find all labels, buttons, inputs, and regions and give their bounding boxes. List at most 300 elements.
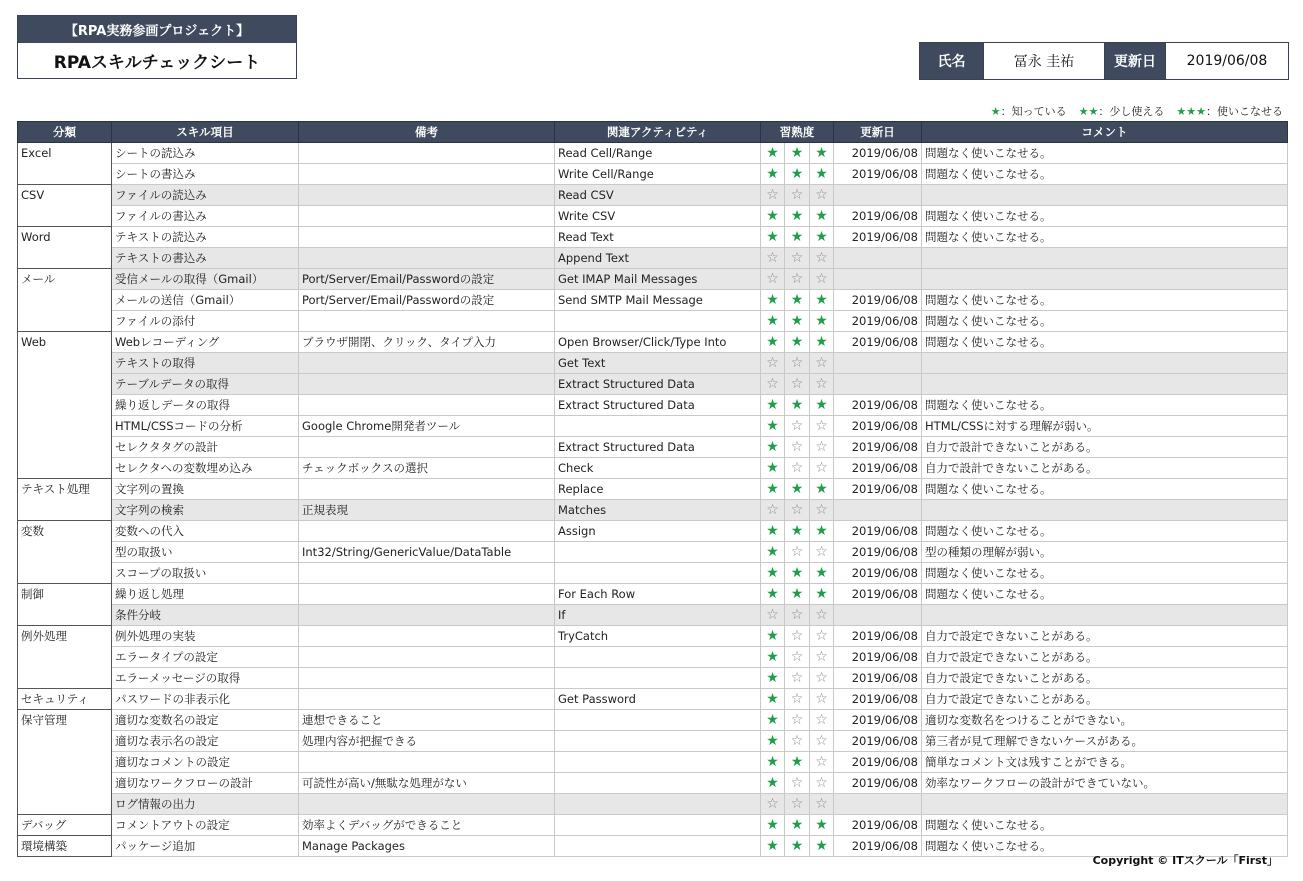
table-row bbox=[18, 290, 1288, 311]
comment-cell: 問題なく使いこなせる。 bbox=[922, 836, 1288, 857]
star-filled-icon: ★ bbox=[810, 290, 834, 311]
activity-cell: Get Password bbox=[555, 689, 761, 710]
comment-cell: 問題なく使いこなせる。 bbox=[922, 290, 1288, 311]
star-filled-icon: ★ bbox=[810, 815, 834, 836]
note-cell: Port/Server/Email/Passwordの設定 bbox=[299, 290, 555, 311]
star-empty-icon: ☆ bbox=[761, 500, 785, 521]
date-cell: 2019/06/08 bbox=[834, 395, 922, 416]
date-cell bbox=[834, 794, 922, 815]
star-filled-icon: ★ bbox=[761, 542, 785, 563]
star-empty-icon: ☆ bbox=[810, 416, 834, 437]
activity-cell: For Each Row bbox=[555, 584, 761, 605]
star-empty-icon: ☆ bbox=[785, 437, 810, 458]
star-empty-icon: ☆ bbox=[810, 458, 834, 479]
star-filled-icon: ★ bbox=[761, 332, 785, 353]
star-filled-icon: ★ bbox=[761, 164, 785, 185]
comment-cell: 問題なく使いこなせる。 bbox=[922, 332, 1288, 353]
star-empty-icon: ☆ bbox=[810, 185, 834, 206]
date-cell: 2019/06/08 bbox=[834, 752, 922, 773]
skill-cell: 例外処理の実装 bbox=[112, 626, 299, 647]
comment-cell bbox=[922, 374, 1288, 395]
table-row bbox=[18, 206, 1288, 227]
star-filled-icon: ★ bbox=[761, 416, 785, 437]
date-cell: 2019/06/08 bbox=[834, 332, 922, 353]
star-empty-icon: ☆ bbox=[785, 185, 810, 206]
date-cell: 2019/06/08 bbox=[834, 479, 922, 500]
legend-text: ：知っている bbox=[1000, 105, 1067, 118]
note-cell bbox=[299, 752, 555, 773]
comment-cell bbox=[922, 500, 1288, 521]
star-filled-icon: ★ bbox=[761, 647, 785, 668]
star-empty-icon: ☆ bbox=[810, 668, 834, 689]
comment-cell: 問題なく使いこなせる。 bbox=[922, 143, 1288, 164]
date-cell bbox=[834, 353, 922, 374]
star-empty-icon: ☆ bbox=[810, 626, 834, 647]
star-filled-icon: ★ bbox=[761, 521, 785, 542]
activity-cell: Open Browser/Click/Type Into bbox=[555, 332, 761, 353]
comment-cell: 問題なく使いこなせる。 bbox=[922, 227, 1288, 248]
date-cell: 2019/06/08 bbox=[834, 290, 922, 311]
date-cell: 2019/06/08 bbox=[834, 143, 922, 164]
col-header-comment: コメント bbox=[922, 122, 1288, 143]
comment-cell: 問題なく使いこなせる。 bbox=[922, 164, 1288, 185]
activity-cell bbox=[555, 710, 761, 731]
name-date-box bbox=[919, 42, 1289, 80]
table-row bbox=[18, 248, 1288, 269]
star-filled-icon: ★ bbox=[810, 584, 834, 605]
legend-stars: ★ bbox=[990, 105, 1001, 118]
activity-cell bbox=[555, 647, 761, 668]
star-filled-icon: ★ bbox=[785, 290, 810, 311]
comment-cell: 効率なワークフローの設計ができていない。 bbox=[922, 773, 1288, 794]
category-cell: 制御 bbox=[18, 584, 112, 626]
note-cell: 正規表現 bbox=[299, 500, 555, 521]
activity-cell: Matches bbox=[555, 500, 761, 521]
activity-cell: Extract Structured Data bbox=[555, 374, 761, 395]
star-filled-icon: ★ bbox=[810, 836, 834, 857]
star-filled-icon: ★ bbox=[785, 311, 810, 332]
table-row bbox=[18, 815, 1288, 836]
legend-item bbox=[1079, 103, 1165, 119]
activity-cell: Write CSV bbox=[555, 206, 761, 227]
star-empty-icon: ☆ bbox=[810, 605, 834, 626]
activity-cell: Replace bbox=[555, 479, 761, 500]
skill-cell: パッケージ追加 bbox=[112, 836, 299, 857]
comment-cell: 問題なく使いこなせる。 bbox=[922, 584, 1288, 605]
note-cell bbox=[299, 164, 555, 185]
star-filled-icon: ★ bbox=[761, 752, 785, 773]
star-filled-icon: ★ bbox=[761, 689, 785, 710]
star-empty-icon: ☆ bbox=[810, 353, 834, 374]
note-cell bbox=[299, 479, 555, 500]
star-filled-icon: ★ bbox=[785, 227, 810, 248]
table-row bbox=[18, 752, 1288, 773]
star-filled-icon: ★ bbox=[761, 458, 785, 479]
star-filled-icon: ★ bbox=[761, 731, 785, 752]
table-row bbox=[18, 311, 1288, 332]
comment-cell: 自力で設定できないことがある。 bbox=[922, 668, 1288, 689]
date-cell: 2019/06/08 bbox=[834, 206, 922, 227]
skill-cell: ファイルの添付 bbox=[112, 311, 299, 332]
star-empty-icon: ☆ bbox=[785, 374, 810, 395]
skill-cell: テキストの書込み bbox=[112, 248, 299, 269]
star-empty-icon: ☆ bbox=[785, 248, 810, 269]
date-cell: 2019/06/08 bbox=[834, 836, 922, 857]
skill-cell: HTML/CSSコードの分析 bbox=[112, 416, 299, 437]
skill-cell: メールの送信（Gmail） bbox=[112, 290, 299, 311]
star-filled-icon: ★ bbox=[785, 752, 810, 773]
date-cell: 2019/06/08 bbox=[834, 416, 922, 437]
star-empty-icon: ☆ bbox=[810, 689, 834, 710]
comment-cell: 自力で設定できないことがある。 bbox=[922, 689, 1288, 710]
star-filled-icon: ★ bbox=[761, 206, 785, 227]
note-cell bbox=[299, 374, 555, 395]
table-row bbox=[18, 185, 1288, 206]
col-header-activity: 関連アクティビティ bbox=[555, 122, 761, 143]
star-filled-icon: ★ bbox=[810, 395, 834, 416]
comment-cell: HTML/CSSに対する理解が弱い。 bbox=[922, 416, 1288, 437]
activity-cell bbox=[555, 773, 761, 794]
table-row bbox=[18, 458, 1288, 479]
date-cell: 2019/06/08 bbox=[834, 164, 922, 185]
date-cell: 2019/06/08 bbox=[834, 563, 922, 584]
skill-cell: 条件分岐 bbox=[112, 605, 299, 626]
date-cell: 2019/06/08 bbox=[834, 542, 922, 563]
skill-cell: Webレコーディング bbox=[112, 332, 299, 353]
table-row bbox=[18, 710, 1288, 731]
date-cell: 2019/06/08 bbox=[834, 689, 922, 710]
skill-cell: 型の取扱い bbox=[112, 542, 299, 563]
date-cell bbox=[834, 374, 922, 395]
table-row bbox=[18, 584, 1288, 605]
comment-cell: 問題なく使いこなせる。 bbox=[922, 521, 1288, 542]
category-cell: テキスト処理 bbox=[18, 479, 112, 521]
star-filled-icon: ★ bbox=[761, 563, 785, 584]
table-row bbox=[18, 668, 1288, 689]
star-empty-icon: ☆ bbox=[810, 794, 834, 815]
table-row bbox=[18, 647, 1288, 668]
skill-cell: ファイルの読込み bbox=[112, 185, 299, 206]
star-filled-icon: ★ bbox=[785, 395, 810, 416]
date-cell bbox=[834, 269, 922, 290]
date-cell: 2019/06/08 bbox=[834, 311, 922, 332]
legend-stars: ★★★ bbox=[1176, 105, 1206, 118]
date-cell: 2019/06/08 bbox=[834, 458, 922, 479]
star-empty-icon: ☆ bbox=[761, 269, 785, 290]
note-cell bbox=[299, 626, 555, 647]
star-filled-icon: ★ bbox=[785, 521, 810, 542]
table-row bbox=[18, 521, 1288, 542]
star-filled-icon: ★ bbox=[785, 815, 810, 836]
activity-cell: Get IMAP Mail Messages bbox=[555, 269, 761, 290]
skill-cell: テキストの読込み bbox=[112, 227, 299, 248]
star-empty-icon: ☆ bbox=[761, 605, 785, 626]
sheet-title: RPAスキルチェックシート bbox=[53, 53, 261, 73]
activity-cell: Read CSV bbox=[555, 185, 761, 206]
note-cell bbox=[299, 647, 555, 668]
table-row bbox=[18, 689, 1288, 710]
comment-cell: 自力で設定できないことがある。 bbox=[922, 647, 1288, 668]
date-cell: 2019/06/08 bbox=[834, 626, 922, 647]
star-filled-icon: ★ bbox=[761, 143, 785, 164]
note-cell: Int32/String/GenericValue/DataTable bbox=[299, 542, 555, 563]
skill-cell: エラーメッセージの取得 bbox=[112, 668, 299, 689]
comment-cell bbox=[922, 248, 1288, 269]
star-filled-icon: ★ bbox=[761, 815, 785, 836]
category-cell: セキュリティ bbox=[18, 689, 112, 710]
category-cell: 変数 bbox=[18, 521, 112, 584]
date-cell bbox=[834, 500, 922, 521]
note-cell bbox=[299, 563, 555, 584]
legend-item bbox=[1176, 103, 1283, 119]
star-filled-icon: ★ bbox=[761, 668, 785, 689]
table-row bbox=[18, 332, 1288, 353]
skill-cell: エラータイプの設定 bbox=[112, 647, 299, 668]
activity-cell: Extract Structured Data bbox=[555, 395, 761, 416]
date-cell: 2019/06/08 bbox=[834, 710, 922, 731]
date-cell: 2019/06/08 bbox=[834, 731, 922, 752]
skill-cell: セレクタタグの設計 bbox=[112, 437, 299, 458]
star-empty-icon: ☆ bbox=[810, 731, 834, 752]
table-row bbox=[18, 416, 1288, 437]
skill-cell: シートの書込み bbox=[112, 164, 299, 185]
col-header-date: 更新日 bbox=[834, 122, 922, 143]
comment-cell: 簡単なコメント文は残すことができる。 bbox=[922, 752, 1288, 773]
note-cell bbox=[299, 794, 555, 815]
note-cell bbox=[299, 395, 555, 416]
note-cell bbox=[299, 521, 555, 542]
activity-cell: Read Cell/Range bbox=[555, 143, 761, 164]
col-header-skill: スキル項目 bbox=[112, 122, 299, 143]
note-cell: 連想できること bbox=[299, 710, 555, 731]
project-header bbox=[17, 15, 297, 79]
table-row bbox=[18, 626, 1288, 647]
comment-cell bbox=[922, 269, 1288, 290]
star-filled-icon: ★ bbox=[761, 836, 785, 857]
comment-cell: 問題なく使いこなせる。 bbox=[922, 395, 1288, 416]
activity-cell: TryCatch bbox=[555, 626, 761, 647]
star-empty-icon: ☆ bbox=[810, 647, 834, 668]
note-cell: 可読性が高い/無駄な処理がない bbox=[299, 773, 555, 794]
activity-cell: Append Text bbox=[555, 248, 761, 269]
star-filled-icon: ★ bbox=[810, 332, 834, 353]
star-filled-icon: ★ bbox=[785, 584, 810, 605]
note-cell bbox=[299, 143, 555, 164]
activity-cell: Write Cell/Range bbox=[555, 164, 761, 185]
comment-cell: 自力で設計できないことがある。 bbox=[922, 458, 1288, 479]
note-cell bbox=[299, 311, 555, 332]
comment-cell: 問題なく使いこなせる。 bbox=[922, 563, 1288, 584]
skill-cell: パスワードの非表示化 bbox=[112, 689, 299, 710]
table-row bbox=[18, 227, 1288, 248]
activity-cell bbox=[555, 563, 761, 584]
activity-cell: Read Text bbox=[555, 227, 761, 248]
star-empty-icon: ☆ bbox=[761, 374, 785, 395]
note-cell bbox=[299, 206, 555, 227]
star-empty-icon: ☆ bbox=[761, 794, 785, 815]
star-filled-icon: ★ bbox=[761, 290, 785, 311]
comment-cell: 自力で設定できないことがある。 bbox=[922, 626, 1288, 647]
star-empty-icon: ☆ bbox=[810, 773, 834, 794]
skill-cell: 適切なワークフローの設計 bbox=[112, 773, 299, 794]
skill-table bbox=[17, 121, 1288, 857]
star-empty-icon: ☆ bbox=[761, 353, 785, 374]
date-cell: 2019/06/08 bbox=[834, 584, 922, 605]
note-cell bbox=[299, 227, 555, 248]
star-filled-icon: ★ bbox=[785, 479, 810, 500]
skill-cell: 文字列の検索 bbox=[112, 500, 299, 521]
comment-cell bbox=[922, 353, 1288, 374]
copyright: Copyright © ITスクール「First」 bbox=[1092, 854, 1278, 867]
skill-cell: 繰り返しデータの取得 bbox=[112, 395, 299, 416]
star-empty-icon: ☆ bbox=[785, 458, 810, 479]
date-cell: 2019/06/08 bbox=[834, 227, 922, 248]
legend bbox=[991, 103, 1283, 119]
comment-cell: 第三者が見て理解できないケースがある。 bbox=[922, 731, 1288, 752]
note-cell bbox=[299, 689, 555, 710]
star-filled-icon: ★ bbox=[810, 563, 834, 584]
note-cell: Google Chrome開発者ツール bbox=[299, 416, 555, 437]
table-row bbox=[18, 479, 1288, 500]
category-cell: 例外処理 bbox=[18, 626, 112, 689]
activity-cell bbox=[555, 794, 761, 815]
table-row bbox=[18, 437, 1288, 458]
date-cell: 2019/06/08 bbox=[834, 668, 922, 689]
skill-cell: テキストの取得 bbox=[112, 353, 299, 374]
table-row bbox=[18, 164, 1288, 185]
star-filled-icon: ★ bbox=[761, 395, 785, 416]
note-cell bbox=[299, 353, 555, 374]
activity-cell: If bbox=[555, 605, 761, 626]
date-cell: 2019/06/08 bbox=[834, 815, 922, 836]
activity-cell: Check bbox=[555, 458, 761, 479]
comment-cell bbox=[922, 605, 1288, 626]
star-filled-icon: ★ bbox=[810, 227, 834, 248]
skill-cell: テーブルデータの取得 bbox=[112, 374, 299, 395]
skill-cell: 適切な表示名の設定 bbox=[112, 731, 299, 752]
star-empty-icon: ☆ bbox=[785, 626, 810, 647]
star-filled-icon: ★ bbox=[761, 227, 785, 248]
name-value: 冨永 圭祐 bbox=[983, 43, 1105, 79]
category-cell: デバッグ bbox=[18, 815, 112, 836]
note-cell bbox=[299, 605, 555, 626]
updated-value: 2019/06/08 bbox=[1165, 43, 1288, 79]
project-label: 【RPA実務参画プロジェクト】 bbox=[18, 16, 296, 43]
skill-cell: シートの読込み bbox=[112, 143, 299, 164]
activity-cell bbox=[555, 416, 761, 437]
skill-cell: 受信メールの取得（Gmail） bbox=[112, 269, 299, 290]
note-cell: 処理内容が把握できる bbox=[299, 731, 555, 752]
star-filled-icon: ★ bbox=[761, 773, 785, 794]
table-row bbox=[18, 143, 1288, 164]
star-empty-icon: ☆ bbox=[785, 542, 810, 563]
category-cell: Word bbox=[18, 227, 112, 269]
star-filled-icon: ★ bbox=[785, 332, 810, 353]
date-cell: 2019/06/08 bbox=[834, 521, 922, 542]
activity-cell: Send SMTP Mail Message bbox=[555, 290, 761, 311]
activity-cell bbox=[555, 668, 761, 689]
star-filled-icon: ★ bbox=[785, 836, 810, 857]
star-filled-icon: ★ bbox=[810, 206, 834, 227]
comment-cell: 問題なく使いこなせる。 bbox=[922, 815, 1288, 836]
category-cell: Web bbox=[18, 332, 112, 479]
category-cell: メール bbox=[18, 269, 112, 332]
category-cell: Excel bbox=[18, 143, 112, 185]
star-empty-icon: ☆ bbox=[785, 269, 810, 290]
date-cell: 2019/06/08 bbox=[834, 647, 922, 668]
table-row bbox=[18, 395, 1288, 416]
star-empty-icon: ☆ bbox=[785, 353, 810, 374]
activity-cell bbox=[555, 542, 761, 563]
skill-cell: 変数への代入 bbox=[112, 521, 299, 542]
activity-cell bbox=[555, 836, 761, 857]
updated-label: 更新日 bbox=[1105, 43, 1165, 79]
category-cell: 保守管理 bbox=[18, 710, 112, 815]
legend-stars: ★★ bbox=[1078, 105, 1099, 118]
skill-cell: セレクタへの変数埋め込み bbox=[112, 458, 299, 479]
skill-cell: コメントアウトの設定 bbox=[112, 815, 299, 836]
note-cell: Manage Packages bbox=[299, 836, 555, 857]
star-filled-icon: ★ bbox=[761, 710, 785, 731]
comment-cell: 問題なく使いこなせる。 bbox=[922, 206, 1288, 227]
legend-item bbox=[991, 103, 1067, 119]
comment-cell bbox=[922, 185, 1288, 206]
star-empty-icon: ☆ bbox=[810, 248, 834, 269]
category-cell: 環境構築 bbox=[18, 836, 112, 857]
skill-cell: 適切な変数名の設定 bbox=[112, 710, 299, 731]
note-cell bbox=[299, 584, 555, 605]
comment-cell: 適切な変数名をつけることができない。 bbox=[922, 710, 1288, 731]
activity-cell bbox=[555, 815, 761, 836]
star-empty-icon: ☆ bbox=[810, 437, 834, 458]
comment-cell: 問題なく使いこなせる。 bbox=[922, 311, 1288, 332]
skill-cell: 文字列の置換 bbox=[112, 479, 299, 500]
star-filled-icon: ★ bbox=[785, 143, 810, 164]
star-empty-icon: ☆ bbox=[785, 500, 810, 521]
name-label: 氏名 bbox=[920, 43, 983, 79]
activity-cell: Extract Structured Data bbox=[555, 437, 761, 458]
comment-cell bbox=[922, 794, 1288, 815]
star-empty-icon: ☆ bbox=[810, 752, 834, 773]
star-filled-icon: ★ bbox=[810, 143, 834, 164]
star-empty-icon: ☆ bbox=[810, 500, 834, 521]
activity-cell: Assign bbox=[555, 521, 761, 542]
activity-cell: Get Text bbox=[555, 353, 761, 374]
skill-cell: ファイルの書込み bbox=[112, 206, 299, 227]
note-cell bbox=[299, 668, 555, 689]
note-cell: Port/Server/Email/Passwordの設定 bbox=[299, 269, 555, 290]
table-row bbox=[18, 500, 1288, 521]
col-header-level: 習熟度 bbox=[761, 122, 834, 143]
star-filled-icon: ★ bbox=[810, 479, 834, 500]
table-row bbox=[18, 563, 1288, 584]
table-row bbox=[18, 269, 1288, 290]
date-cell: 2019/06/08 bbox=[834, 773, 922, 794]
star-empty-icon: ☆ bbox=[785, 416, 810, 437]
table-row bbox=[18, 794, 1288, 815]
col-header-category: 分類 bbox=[18, 122, 112, 143]
star-filled-icon: ★ bbox=[785, 164, 810, 185]
star-empty-icon: ☆ bbox=[761, 185, 785, 206]
note-cell bbox=[299, 185, 555, 206]
star-filled-icon: ★ bbox=[761, 626, 785, 647]
skill-cell: 適切なコメントの設定 bbox=[112, 752, 299, 773]
table-row bbox=[18, 353, 1288, 374]
skill-cell: スコープの取扱い bbox=[112, 563, 299, 584]
note-cell: ブラウザ開閉、クリック、タイプ入力 bbox=[299, 332, 555, 353]
star-filled-icon: ★ bbox=[810, 521, 834, 542]
activity-cell bbox=[555, 752, 761, 773]
